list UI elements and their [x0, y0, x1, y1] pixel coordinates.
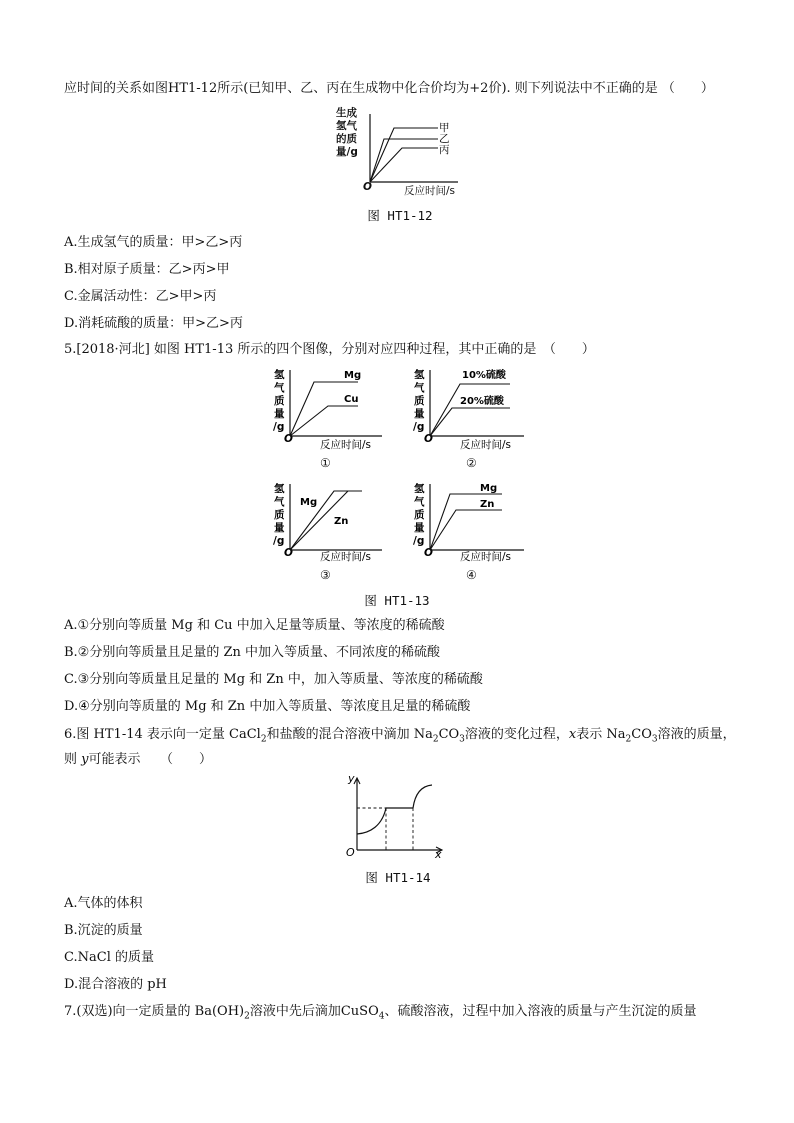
q6-sub-b1: 2: [432, 734, 439, 745]
fig13-p4-xlabel: 反应时间/s: [460, 551, 512, 563]
fig13-p4-origin: O: [424, 547, 433, 559]
q7-sub-b: 4: [378, 1011, 385, 1022]
fig13-p4-ylabel-1: 氢: [414, 483, 425, 495]
fig13-p1-ylabel-4: 量: [274, 408, 285, 420]
q6-option-d: D.混合溶液的 pH: [64, 977, 167, 992]
fig13-p3-origin: O: [284, 547, 293, 559]
fig12-ylabel-4: 量/g: [336, 146, 358, 158]
fig14-caption: 图 HT1-14: [365, 870, 431, 885]
fig13-p3-ylabel-4: 量: [274, 522, 285, 534]
fig13-p1-series-cu: Cu: [344, 394, 359, 405]
fig13-p1-xlabel: 反应时间/s: [320, 439, 372, 451]
fig14-ylabel: y: [348, 772, 355, 785]
fig13-p4-ylabel-2: 气: [414, 496, 425, 508]
fig13-p3-ylabel-5: /g: [273, 535, 285, 547]
fig13-p3-ylabel-3: 质: [274, 509, 285, 521]
q6-text-e: 溶液的质量，: [657, 727, 736, 742]
fig13-p2-ylabel-3: 质: [414, 395, 425, 407]
fig13-panel-2: [410, 366, 532, 452]
fig13-panel-3: [270, 480, 390, 566]
q4-option-d: D.消耗硫酸的质量：甲>乙>丙: [64, 316, 243, 331]
fig13-p2-series-20pct: 20%硫酸: [460, 396, 504, 407]
q7-text-a: 7.(双选)向一定质量的 Ba(OH): [64, 1004, 245, 1019]
fig12-xlabel: 反应时间/s: [404, 185, 456, 197]
fig13-p2-ylabel-5: /g: [413, 421, 425, 433]
fig13-p1-ylabel-1: 氢: [274, 369, 285, 381]
fig13-p3-label: ③: [320, 568, 331, 582]
q7-text-c: 、硫酸溶液，过程中加入溶液的质量与产生沉淀的质量: [384, 1004, 697, 1019]
q6-text-b: 和盐酸的混合溶液中滴加 Na: [266, 727, 433, 742]
q6-text-b-mid: CO: [438, 727, 460, 742]
fig13-p4-ylabel-3: 质: [414, 509, 425, 521]
question-5-stem: 5.[2018·河北] 如图 HT1-13 所示的四个图像，分别对应四种过程，其中正确的是 （ ）: [64, 342, 595, 357]
q6-var-x: x: [568, 727, 577, 742]
fig13-p1-ylabel-2: 气: [274, 382, 285, 394]
fig13-p2-line-10pct: [430, 384, 510, 436]
fig12-line-yi: [370, 139, 438, 182]
figure-ht1-14: [338, 772, 448, 864]
fig13-p3-ylabel-1: 氢: [274, 483, 285, 495]
fig13-p4-series-mg: Mg: [480, 483, 498, 494]
fig13-p2-label: ②: [466, 456, 477, 470]
fig13-p2-ylabel-2: 气: [414, 382, 425, 394]
q6-option-b: B.沉淀的质量: [64, 923, 143, 938]
fig13-p2-ylabel-1: 氢: [414, 369, 425, 381]
q6-option-a: A.气体的体积: [64, 896, 143, 911]
q6-var-y: y: [81, 752, 89, 767]
fig12-caption: 图 HT1-12: [367, 208, 433, 223]
fig13-p1-line-cu: [290, 406, 358, 436]
fig12-line-bing: [370, 148, 438, 182]
q6-sub-a: 2: [260, 734, 267, 745]
fig12-series-bing: 丙: [439, 144, 450, 156]
fig13-p1-ylabel-5: /g: [273, 421, 285, 433]
question-6-stem-line-2: [64, 751, 212, 769]
q4-option-a: A.生成氢气的质量：甲>乙>丙: [64, 235, 243, 250]
fig14-origin: O: [346, 846, 355, 859]
q6-text-a: 6.图 HT1-14 表示向一定量 CaCl: [64, 727, 261, 742]
fig12-series-jia: 甲: [439, 122, 450, 134]
fig13-p2-ylabel-4: 量: [414, 408, 425, 420]
q4-option-c: C.金属活动性：乙>甲>丙: [64, 289, 217, 304]
fig13-p2-series-10pct: 10%硫酸: [462, 370, 506, 381]
q6-text-d: 表示 Na: [576, 727, 626, 742]
fig13-p3-series-zn: Zn: [334, 516, 349, 527]
q6-line2-a: 则: [64, 752, 82, 767]
fig13-p3-xlabel: 反应时间/s: [320, 551, 372, 563]
fig13-panel-4: [410, 480, 532, 566]
fig13-p4-ylabel-5: /g: [413, 535, 425, 547]
q6-line2-b: 可能表示 （ ）: [88, 752, 213, 767]
q6-sub-b2: 3: [459, 734, 465, 745]
question-7-stem: [64, 1003, 697, 1026]
q6-sub-d2: 3: [651, 734, 658, 745]
fig12-ylabel-1: 生成: [336, 107, 357, 119]
q6-sub-d1: 2: [625, 734, 632, 745]
q4-option-b: B.相对原子质量：乙>丙>甲: [64, 262, 230, 277]
fig13-p1-label: ①: [320, 456, 331, 470]
fig13-panel-1: [270, 366, 390, 452]
q6-text-c: 溶液的变化过程，: [464, 727, 569, 742]
q5-option-b: B.②分别向等质量且足量的 Zn 中加入等质量、不同浓度的稀硫酸: [64, 645, 441, 660]
fig13-p1-ylabel-3: 质: [274, 395, 285, 407]
fig12-ylabel-3: 的质: [336, 133, 357, 145]
fig14-curve: [357, 785, 432, 834]
fig13-p1-origin: O: [284, 433, 293, 445]
fig13-p4-line-zn: [430, 510, 502, 550]
q7-text-b: 溶液中先后滴加CuSO: [249, 1004, 379, 1019]
fig13-p2-xlabel: 反应时间/s: [460, 439, 512, 451]
fig12-origin: O: [363, 181, 372, 193]
question-4-stem-tail: 应时间的关系如图HT1-12所示(已知甲、乙、丙在生成物中化合价均为+2价). 则下列说法中不正确的是 （ ）: [64, 81, 714, 96]
q6-text-d-mid: CO: [631, 727, 652, 742]
question-6-stem-line-1: [64, 726, 736, 749]
q5-option-c: C.③分别向等质量且足量的 Mg 和 Zn 中，加入等质量、等浓度的稀硫酸: [64, 672, 483, 687]
fig13-p4-label: ④: [466, 568, 477, 582]
fig13-p1-series-mg: Mg: [344, 370, 362, 381]
q6-option-c: C.NaCl 的质量: [64, 950, 154, 965]
fig13-p2-line-20pct: [430, 408, 510, 436]
q7-sub-a: 2: [244, 1011, 250, 1022]
q5-option-d: D.④分别向等质量的 Mg 和 Zn 中加入等质量、等浓度且足量的稀硫酸: [64, 699, 471, 714]
fig13-caption: 图 HT1-13: [364, 593, 430, 608]
fig12-series-yi: 乙: [439, 133, 450, 145]
fig13-p3-series-mg: Mg: [300, 497, 318, 508]
figure-ht1-12: [330, 104, 470, 198]
fig13-p4-ylabel-4: 量: [414, 522, 425, 534]
fig13-p2-origin: O: [424, 433, 433, 445]
fig13-p4-series-zn: Zn: [480, 499, 495, 510]
fig13-p3-ylabel-2: 气: [274, 496, 285, 508]
fig14-xlabel: x: [435, 848, 442, 861]
q5-option-a: A.①分别向等质量 Mg 和 Cu 中加入足量等质量、等浓度的稀硫酸: [64, 618, 445, 633]
fig12-ylabel-2: 氢气: [336, 120, 357, 132]
fig12-line-jia: [370, 128, 438, 182]
